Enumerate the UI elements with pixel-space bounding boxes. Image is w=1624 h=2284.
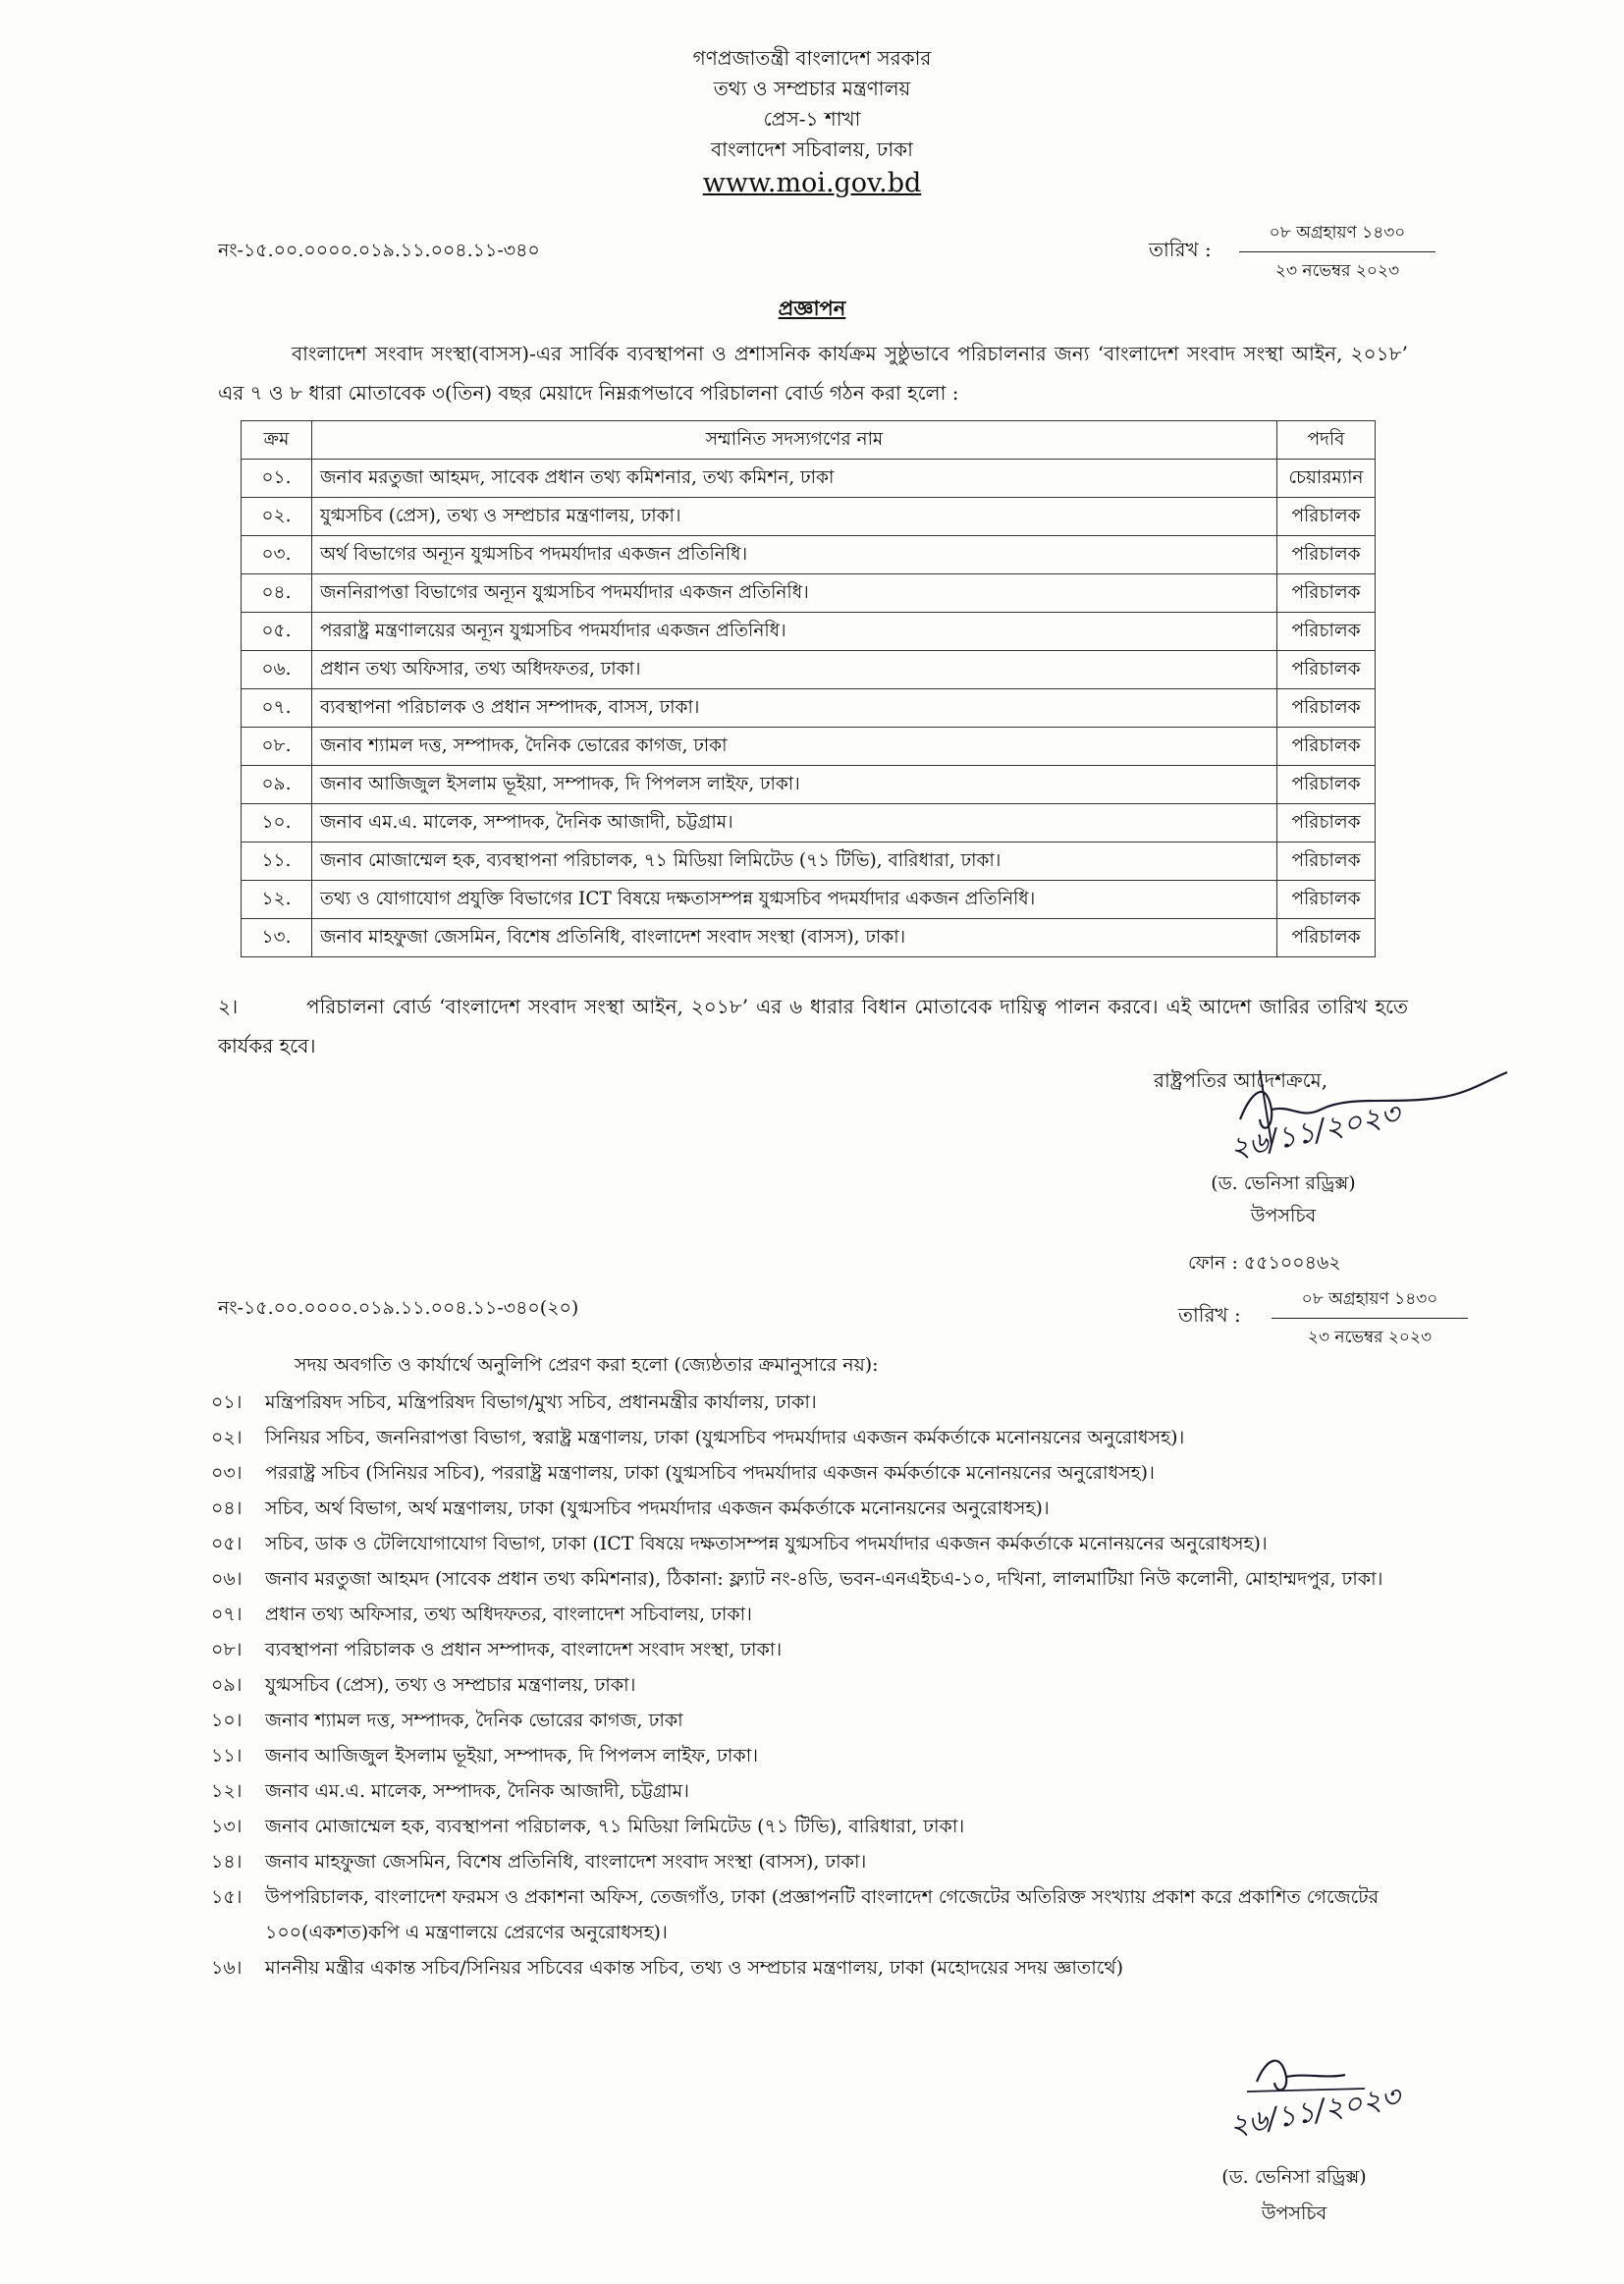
member-designation: চেয়ারম্যান bbox=[1277, 460, 1376, 498]
member-serial: ০১. bbox=[242, 460, 312, 498]
date-2-label: তারিখ : bbox=[1178, 1303, 1241, 1327]
date-2-bangla: ০৮ অগ্রহায়ণ ১৪৩০ bbox=[1272, 1286, 1468, 1319]
order-line: রাষ্ট্রপতির আদেশক্রমে, bbox=[1154, 1068, 1328, 1092]
memo-2-date bbox=[1272, 1286, 1468, 1352]
signatory-1-phone: ফোন : ৫৫১০০৪৬২ bbox=[1188, 1252, 1341, 1274]
member-name: জনাব মাহফুজা জেসমিন, বিশেষ প্রতিনিধি, বাংলাদেশ সংবাদ সংস্থা (বাসস), ঢাকা। bbox=[312, 919, 1277, 957]
col-name-header: সম্মানিত সদস্যগণের নাম bbox=[312, 421, 1277, 460]
signatory-2-name: (ড. ভেনিসা রড্রিক্স) bbox=[1221, 2166, 1367, 2188]
table-row bbox=[242, 766, 1376, 804]
date-gregorian: ২৩ নভেম্বর ২০২৩ bbox=[1274, 261, 1400, 281]
list-item-number: ০৮। bbox=[211, 1639, 243, 1660]
list-item bbox=[211, 1597, 1473, 1632]
date-2-gregorian: ২৩ নভেম্বর ২০২৩ bbox=[1307, 1328, 1433, 1347]
government-name: গণপ্রজাতন্ত্রী বাংলাদেশ সরকার bbox=[692, 46, 932, 70]
list-item-number: ০৭। bbox=[211, 1604, 243, 1625]
intro-paragraph: বাংলাদেশ সংবাদ সংস্থা(বাসস)-এর সার্বিক ব্যবস্থাপনা ও প্রশাসনিক কার্যক্রম সুষ্ঠুভাবে পরিচালনার জন্য ‘বাংলাদেশ সংবাদ সংস্থা আইন, ২০১৮’ এর ৭ ও ৮ ধারা মোতাবেক ৩(তিন) বছর মেয়াদে নিম্নরূপভাবে পরিচালনা বোর্ড গঠন করা হলো : bbox=[218, 342, 1408, 405]
table-header-row bbox=[242, 421, 1376, 460]
list-item bbox=[211, 1844, 1473, 1879]
list-item-number: ০৩। bbox=[211, 1462, 243, 1484]
list-item-number: ০৯। bbox=[211, 1674, 243, 1696]
ministry-name: তথ্য ও সম্প্রচার মন্ত্রণালয় bbox=[713, 77, 911, 100]
member-serial: ১৩. bbox=[242, 919, 312, 957]
list-item bbox=[211, 1703, 1473, 1738]
table-row bbox=[242, 498, 1376, 536]
copy-intro: সদয় অবগতি ও কার্যার্থে অনুলিপি প্রেরণ করা হলো (জ্যেষ্ঠতার ক্রমানুসারে নয়): bbox=[295, 1354, 879, 1376]
paragraph-2-number: ২। bbox=[218, 995, 239, 1018]
memo-date bbox=[1239, 220, 1435, 286]
member-name: যুগ্মসচিব (প্রেস), তথ্য ও সম্প্রচার মন্ত্রণালয়, ঢাকা। bbox=[312, 498, 1277, 536]
table-row bbox=[242, 651, 1376, 689]
member-name: পররাষ্ট্র মন্ত্রণালয়ের অন্যূন যুগ্মসচিব পদমর্যাদার একজন প্রতিনিধি। bbox=[312, 613, 1277, 651]
section-name: প্রেস-১ শাখা bbox=[763, 107, 861, 131]
letterhead bbox=[0, 43, 1624, 202]
list-item-text: জনাব মোজাম্মেল হক, ব্যবস্থাপনা পরিচালক, ৭১ মিডিয়া লিমিটেড (৭১ টিভি), বারিধারা, ঢাকা। bbox=[265, 1816, 965, 1837]
member-designation: পরিচালক bbox=[1277, 689, 1376, 728]
table-row bbox=[242, 843, 1376, 881]
member-designation: পরিচালক bbox=[1277, 843, 1376, 881]
member-designation: পরিচালক bbox=[1277, 536, 1376, 574]
member-name: জনাব মোজাম্মেল হক, ব্যবস্থাপনা পরিচালক, ৭১ মিডিয়া লিমিটেড (৭১ টিভি), বারিধারা, ঢাকা। bbox=[312, 843, 1277, 881]
list-item bbox=[211, 1420, 1473, 1455]
member-serial: ০৭. bbox=[242, 689, 312, 728]
list-item bbox=[211, 1809, 1473, 1844]
list-item-text: জনাব আজিজুল ইসলাম ভূইয়া, সম্পাদক, দি পিপলস লাইফ, ঢাকা। bbox=[265, 1745, 759, 1767]
list-item-number: ১৬। bbox=[211, 1957, 243, 1979]
distribution-list bbox=[211, 1385, 1473, 1985]
table-row bbox=[242, 919, 1376, 957]
member-serial: ১০. bbox=[242, 804, 312, 843]
website-link[interactable]: www.moi.gov.bd bbox=[702, 168, 922, 198]
member-serial: ০২. bbox=[242, 498, 312, 536]
member-designation: পরিচালক bbox=[1277, 574, 1376, 613]
list-item-text: জনাব এম.এ. মালেক, সম্পাদক, দৈনিক আজাদী, চট্টগ্রাম। bbox=[265, 1780, 689, 1802]
office-address: বাংলাদেশ সচিবালয়, ঢাকা bbox=[711, 137, 913, 161]
list-item-text: সিনিয়র সচিব, জননিরাপত্তা বিভাগ, স্বরাষ্ট্র মন্ত্রণালয়, ঢাকা (যুগ্মসচিব পদমর্যাদার একজন কর্মকর্তাকে মনোনয়নের অনুরোধসহ)। bbox=[265, 1427, 1185, 1448]
member-designation: পরিচালক bbox=[1277, 728, 1376, 766]
list-item-number: ০৪। bbox=[211, 1497, 243, 1519]
table-row bbox=[242, 536, 1376, 574]
list-item bbox=[211, 1738, 1473, 1773]
paragraph-2 bbox=[218, 987, 1408, 1065]
member-serial: ০৩. bbox=[242, 536, 312, 574]
table-row bbox=[242, 881, 1376, 919]
table-row bbox=[242, 804, 1376, 843]
table-row bbox=[242, 460, 1376, 498]
list-item bbox=[211, 1385, 1473, 1420]
list-item-text: উপপরিচালক, বাংলাদেশ ফরমস ও প্রকাশনা অফিস, তেজগাঁও, ঢাকা (প্রজ্ঞাপনটি বাংলাদেশ গেজেটের অতিরিক্ত সংখ্যায় প্রকাশ করে প্রকাশিত গেজেটের ১০০(একশত)কপি এ মন্ত্রণালয়ে প্রেরণের অনুরোধসহ)। bbox=[265, 1886, 1380, 1943]
col-serial-header: ক্রম bbox=[242, 421, 312, 460]
list-item bbox=[211, 1561, 1473, 1597]
list-item-number: ১৫। bbox=[211, 1886, 243, 1908]
paragraph-2-text: পরিচালনা বোর্ড ‘বাংলাদেশ সংবাদ সংস্থা আইন, ২০১৮’ এর ৬ ধারার বিধান মোতাবেক দায়িত্ব পালন করবে। এই আদেশ জারির তারিখ হতে কার্যকর হবে। bbox=[218, 995, 1408, 1058]
list-item-text: মাননীয় মন্ত্রীর একান্ত সচিব/সিনিয়র সচিবের একান্ত সচিব, তথ্য ও সম্প্রচার মন্ত্রণালয়, ঢাকা (মহোদয়ের সদয় জ্ঞাতার্থে) bbox=[265, 1957, 1124, 1979]
member-serial: ০৪. bbox=[242, 574, 312, 613]
member-name: জননিরাপত্তা বিভাগের অন্যূন যুগ্মসচিব পদমর্যাদার একজন প্রতিনিধি। bbox=[312, 574, 1277, 613]
member-name: অর্থ বিভাগের অন্যূন যুগ্মসচিব পদমর্যাদার একজন প্রতিনিধি। bbox=[312, 536, 1277, 574]
member-designation: পরিচালক bbox=[1277, 919, 1376, 957]
signature-2-date: ২৬/১১/২০২৩ bbox=[1226, 2079, 1403, 2144]
member-serial: ০৯. bbox=[242, 766, 312, 804]
member-name: তথ্য ও যোগাযোগ প্রযুক্তি বিভাগের ICT বিষয়ে দক্ষতাসম্পন্ন যুগ্মসচিব পদমর্যাদার একজন প্রতিনিধি। bbox=[312, 881, 1277, 919]
memo-number: নং-১৫.০০.০০০০.০১৯.১১.০০৪.১১-৩৪০ bbox=[218, 240, 540, 261]
signatory-2-title: উপসচিব bbox=[1261, 2202, 1327, 2224]
list-item-number: ০২। bbox=[211, 1427, 243, 1448]
list-item bbox=[211, 1773, 1473, 1809]
table-row bbox=[242, 574, 1376, 613]
member-serial: ০৬. bbox=[242, 651, 312, 689]
list-item-number: ১১। bbox=[211, 1745, 243, 1767]
list-item-text: জনাব শ্যামল দত্ত, সম্পাদক, দৈনিক ভোরের কাগজ, ঢাকা bbox=[265, 1710, 683, 1731]
list-item-text: সচিব, অর্থ বিভাগ, অর্থ মন্ত্রণালয়, ঢাকা (যুগ্মসচিব পদমর্যাদার একজন কর্মকর্তাকে মনোনয়নের অনুরোধসহ)। bbox=[265, 1497, 1050, 1519]
list-item-number: ০১। bbox=[211, 1391, 243, 1413]
signatory-1 bbox=[1165, 1169, 1401, 1233]
member-serial: ১১. bbox=[242, 843, 312, 881]
list-item bbox=[211, 1491, 1473, 1526]
list-item-text: সচিব, ডাক ও টেলিযোগাযোগ বিভাগ, ঢাকা (ICT বিষয়ে দক্ষতাসম্পন্ন যুগ্মসচিব পদমর্যাদার একজন কর্মকর্তাকে মনোনয়নের অনুরোধসহ)। bbox=[265, 1533, 1268, 1554]
member-designation: পরিচালক bbox=[1277, 804, 1376, 843]
member-name: জনাব আজিজুল ইসলাম ভূইয়া, সম্পাদক, দি পিপলস লাইফ, ঢাকা। bbox=[312, 766, 1277, 804]
handwritten-signature-2 bbox=[1218, 2038, 1512, 2146]
signatory-1-name: (ড. ভেনিসা রড্রিক্স) bbox=[1211, 1172, 1356, 1194]
list-item-number: ০৬। bbox=[211, 1568, 243, 1590]
member-serial: ০৮. bbox=[242, 728, 312, 766]
member-name: জনাব এম.এ. মালেক, সম্পাদক, দৈনিক আজাদী, চট্টগ্রাম। bbox=[312, 804, 1277, 843]
list-item bbox=[211, 1455, 1473, 1491]
list-item-number: ১০। bbox=[211, 1710, 243, 1731]
list-item-text: প্রধান তথ্য অফিসার, তথ্য অধিদফতর, বাংলাদেশ সচিবালয়, ঢাকা। bbox=[265, 1604, 752, 1625]
list-item-text: ব্যবস্থাপনা পরিচালক ও প্রধান সম্পাদক, বাংলাদেশ সংবাদ সংস্থা, ঢাকা। bbox=[265, 1639, 783, 1660]
list-item-number: ১২। bbox=[211, 1780, 243, 1802]
signature-1-date: ২৬/১১/২০২৩ bbox=[1226, 1096, 1404, 1167]
notification-title: প্রজ্ঞাপন bbox=[778, 296, 846, 320]
list-item-number: ০৫। bbox=[211, 1533, 243, 1554]
list-item bbox=[211, 1879, 1473, 1950]
list-item bbox=[211, 1632, 1473, 1667]
member-name: জনাব মরতুজা আহমদ, সাবেক প্রধান তথ্য কমিশনার, তথ্য কমিশন, ঢাকা bbox=[312, 460, 1277, 498]
member-designation: পরিচালক bbox=[1277, 498, 1376, 536]
list-item-text: যুগ্মসচিব (প্রেস), তথ্য ও সম্প্রচার মন্ত্রণালয়, ঢাকা। bbox=[265, 1674, 636, 1696]
table-row bbox=[242, 613, 1376, 651]
member-designation: পরিচালক bbox=[1277, 651, 1376, 689]
member-serial: ০৫. bbox=[242, 613, 312, 651]
list-item bbox=[211, 1950, 1473, 1985]
date-label: তারিখ : bbox=[1149, 238, 1212, 261]
list-item-number: ১৪। bbox=[211, 1851, 243, 1873]
date-bangla: ০৮ অগ্রহায়ণ ১৪৩০ bbox=[1239, 220, 1435, 252]
list-item-text: মন্ত্রিপরিষদ সচিব, মন্ত্রিপরিষদ বিভাগ/মুখ্য সচিব, প্রধানমন্ত্রীর কার্যালয়, ঢাকা। bbox=[265, 1391, 817, 1413]
member-designation: পরিচালক bbox=[1277, 613, 1376, 651]
list-item-number: ১৩। bbox=[211, 1816, 243, 1837]
memo-2-number: নং-১৫.০০.০০০০.০১৯.১১.০০৪.১১-৩৪০(২০) bbox=[218, 1297, 579, 1319]
list-item-text: জনাব মরতুজা আহমদ (সাবেক প্রধান তথ্য কমিশনার), ঠিকানা: ফ্ল্যাট নং-৪ডি, ভবন-এনএইচএ-১০, দখিনা, লালমাটিয়া নিউ কলোনী, মোহাম্মদপুর, ঢাকা। bbox=[265, 1568, 1383, 1590]
board-members-table bbox=[241, 420, 1376, 957]
signatory-1-title: উপসচিব bbox=[1250, 1205, 1317, 1226]
list-item-text: জনাব মাহফুজা জেসমিন, বিশেষ প্রতিনিধি, বাংলাদেশ সংবাদ সংস্থা (বাসস), ঢাকা। bbox=[265, 1851, 867, 1873]
member-name: জনাব শ্যামল দত্ত, সম্পাদক, দৈনিক ভোরের কাগজ, ঢাকা bbox=[312, 728, 1277, 766]
list-item bbox=[211, 1667, 1473, 1703]
table-row bbox=[242, 689, 1376, 728]
signatory-2 bbox=[1176, 2160, 1412, 2233]
list-item-text: পররাষ্ট্র সচিব (সিনিয়র সচিব), পররাষ্ট্র মন্ত্রণালয়, ঢাকা (যুগ্মসচিব পদমর্যাদার একজন কর্মকর্তাকে মনোনয়নের অনুরোধসহ)। bbox=[265, 1462, 1155, 1484]
member-serial: ১২. bbox=[242, 881, 312, 919]
member-designation: পরিচালক bbox=[1277, 766, 1376, 804]
member-name: প্রধান তথ্য অফিসার, তথ্য অধিদফতর, ঢাকা। bbox=[312, 651, 1277, 689]
col-designation-header: পদবি bbox=[1277, 421, 1376, 460]
table-row bbox=[242, 728, 1376, 766]
list-item bbox=[211, 1526, 1473, 1561]
member-designation: পরিচালক bbox=[1277, 881, 1376, 919]
member-name: ব্যবস্থাপনা পরিচালক ও প্রধান সম্পাদক, বাসস, ঢাকা। bbox=[312, 689, 1277, 728]
